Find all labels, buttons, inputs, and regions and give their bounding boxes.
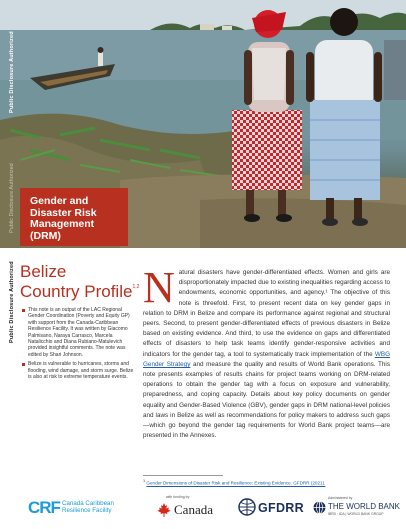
heading-footnote-marker: 1,2 [132, 284, 140, 290]
sidebar-notes [22, 307, 134, 383]
crf-text [62, 500, 114, 514]
side-disclosure-strip [2, 0, 14, 529]
doc-tag-line3: Management [30, 218, 95, 230]
footnote-link[interactable]: Gender Dimensions of Disaster Risk and Resilience: Existing Evidence. GFDRR (2021). [146, 480, 326, 486]
footnote [143, 475, 390, 486]
disclosure-label-faint: Public Disclosure Authorized [9, 163, 15, 233]
footnote-number: 1 [143, 479, 146, 483]
disclosure-label-bottom: Public Disclosure Authorized [9, 261, 15, 343]
country-name: Belize [20, 262, 67, 281]
crf-logo [28, 498, 114, 518]
crf-line1: Canada Caribbean [62, 500, 114, 507]
doc-tag-line1: Gender and [30, 195, 89, 207]
body-text-part2: and measure the quality and results of World Bank operations. This note presents examples of results chains for project teams working on DRM-related operations to obtain the gender tag with a focus on exposure and vulnerability, preparedness, and coping capacity. Details about key policy documents on gender equality and Gender-Based Violence (GBV), gender gaps in DRM national-level policies and laws in Belize as well as recommendations for policy makers to address such gaps—which go beyond the gender tag requirements for World Bank project teams—are presented in the Annexes. [143, 360, 390, 440]
canada-funding-label: with funding by [166, 495, 190, 499]
gfdrr-globe-icon [238, 498, 256, 516]
world-bank-wordmark: THE WORLD BANK [328, 502, 401, 511]
country-profile-heading [20, 262, 140, 302]
drop-cap: N [143, 263, 175, 312]
hero-photo [0, 0, 406, 248]
body-text-part1: atural disasters have gender-differentiated effects. Women and girls are disproportionately impacted due to existing inequalities regarding access to endowments, economic opportunities, and agency.¹ The objective of this note is threefold. First, to present recent data on key gender gaps in relation to DRM in Belize and compare its performance against regional and structural peers. Second, to present gender-differentiated effects of previous disasters in Belize based on existing evidence. And third, to use the evidence on gaps and differentiated effects of disasters to help task teams identify gender-responsive activities and indicators for the gender tag, a tool to systematically track implementation of the [143, 269, 390, 358]
doc-tag-line4: (DRM) [30, 229, 61, 242]
note-item: This note is an output of the LAC Regional Gender Coordination (Poverty and Equity GP) with support from the Canada-Caribbean Resilience Facility. It was written by Giacomo Palmisano, Naraya Carrasco, Marcela Natalicchio and Diana Rubiano-Matulevich provided insightful comments. The note was edited by Shari Johnson. [22, 307, 134, 358]
gfdrr-wordmark: GFDRR [258, 501, 304, 515]
maple-leaf-icon [156, 502, 172, 518]
disclosure-label-top: Public Disclosure Authorized [9, 31, 15, 113]
partner-logos [0, 490, 406, 529]
profile-title: Country Profile [20, 282, 133, 301]
footnote-rule [143, 475, 223, 476]
main-body [143, 263, 390, 441]
document-category-tag [20, 188, 128, 246]
administered-by-label: Administered by [328, 496, 353, 500]
canada-wordmark: Canada [174, 502, 213, 517]
world-bank-subline: IBRD · IDA | WORLD BANK GROUP [328, 512, 384, 516]
crf-line2: Resilience Facility [62, 507, 112, 514]
doc-tag-line2: Disaster Risk [30, 206, 97, 219]
world-bank-globe-icon [313, 501, 326, 514]
crf-mark: CRF [28, 498, 60, 517]
note-item: Belize is vulnerable to hurricanes, storms and flooding, wind damage, and storm surge. Belize is also at risk to extreme temperature events. [22, 361, 134, 380]
gender-strategy-link[interactable]: WBG Gender Strategy [143, 350, 390, 368]
